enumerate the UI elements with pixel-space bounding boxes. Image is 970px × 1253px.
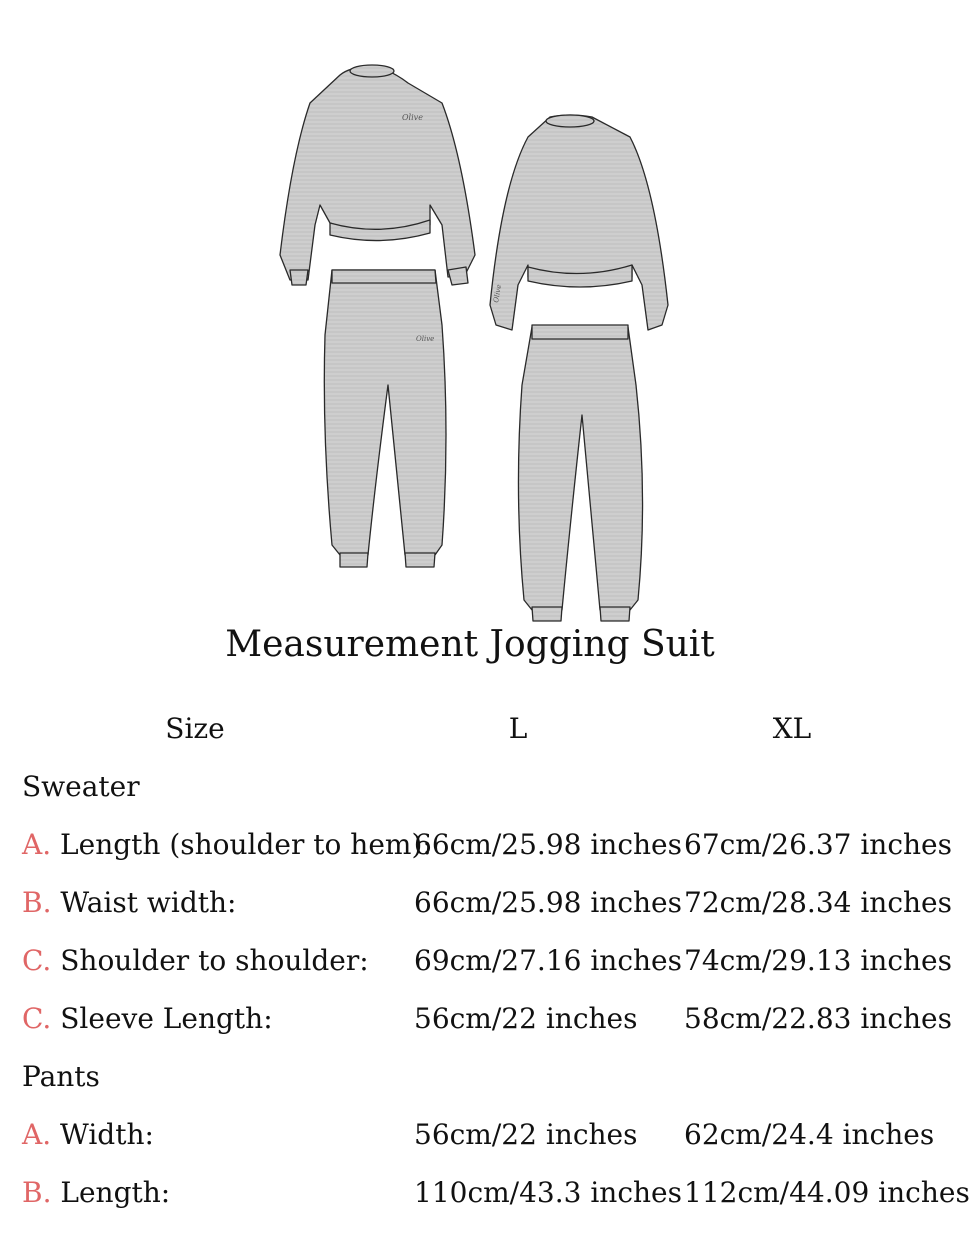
table-row <box>0 1173 970 1213</box>
section-sweater <box>0 767 940 807</box>
measure-letter: A. <box>22 828 52 861</box>
value-xl: 74cm/29.13 inches <box>684 944 952 977</box>
table-row <box>0 883 952 923</box>
back-logo: Olive <box>492 283 504 304</box>
value-xl: 58cm/22.83 inches <box>684 1002 952 1035</box>
value-xl: 67cm/26.37 inches <box>684 828 952 861</box>
measure-letter: B. <box>22 886 52 919</box>
header-size: Size <box>165 712 225 745</box>
section-label: Pants <box>22 1060 100 1093</box>
measure-name <box>22 1115 154 1155</box>
value-l: 66cm/25.98 inches <box>414 886 682 919</box>
section-pants <box>0 1057 940 1097</box>
front-logo: Olive <box>402 113 423 122</box>
table-header-row <box>0 709 940 749</box>
measure-label: Sleeve Length: <box>60 1002 273 1035</box>
measure-name <box>22 999 273 1039</box>
page-title: Measurement Jogging Suit <box>225 624 715 665</box>
front-sweater <box>280 65 475 285</box>
value-l: 56cm/22 inches <box>414 1118 638 1151</box>
measure-label: Width: <box>60 1118 154 1151</box>
measure-name <box>22 825 432 865</box>
front-pants-logo: Olive <box>416 335 435 343</box>
measure-name <box>22 1173 170 1213</box>
value-l: 56cm/22 inches <box>414 1002 638 1035</box>
front-pants <box>324 270 446 567</box>
table-row <box>0 999 952 1039</box>
header-xl: XL <box>772 712 812 745</box>
section-label: Sweater <box>22 770 140 803</box>
measure-letter: C. <box>22 944 52 977</box>
measure-label: Shoulder to shoulder: <box>60 944 369 977</box>
measure-letter: B. <box>22 1176 52 1209</box>
table-row <box>0 825 952 865</box>
value-xl: 72cm/28.34 inches <box>684 886 952 919</box>
measure-name <box>22 941 369 981</box>
measure-label: Length: <box>60 1176 171 1209</box>
table-row <box>0 1115 940 1155</box>
back-sweater <box>490 115 668 330</box>
value-l: 110cm/43.3 inches <box>414 1176 682 1209</box>
table-row <box>0 941 952 981</box>
value-l: 66cm/25.98 inches <box>414 828 682 861</box>
value-xl: 62cm/24.4 inches <box>684 1118 935 1151</box>
measure-label: Length (shoulder to hem): <box>60 828 432 861</box>
value-l: 69cm/27.16 inches <box>414 944 682 977</box>
measure-letter: A. <box>22 1118 52 1151</box>
back-pants <box>518 325 642 621</box>
value-xl: 112cm/44.09 inches <box>684 1176 970 1209</box>
measure-letter: C. <box>22 1002 52 1035</box>
measure-label: Waist width: <box>60 886 237 919</box>
measure-name <box>22 883 236 923</box>
header-l: L <box>508 712 528 745</box>
jogging-suit-illustration <box>270 55 690 630</box>
